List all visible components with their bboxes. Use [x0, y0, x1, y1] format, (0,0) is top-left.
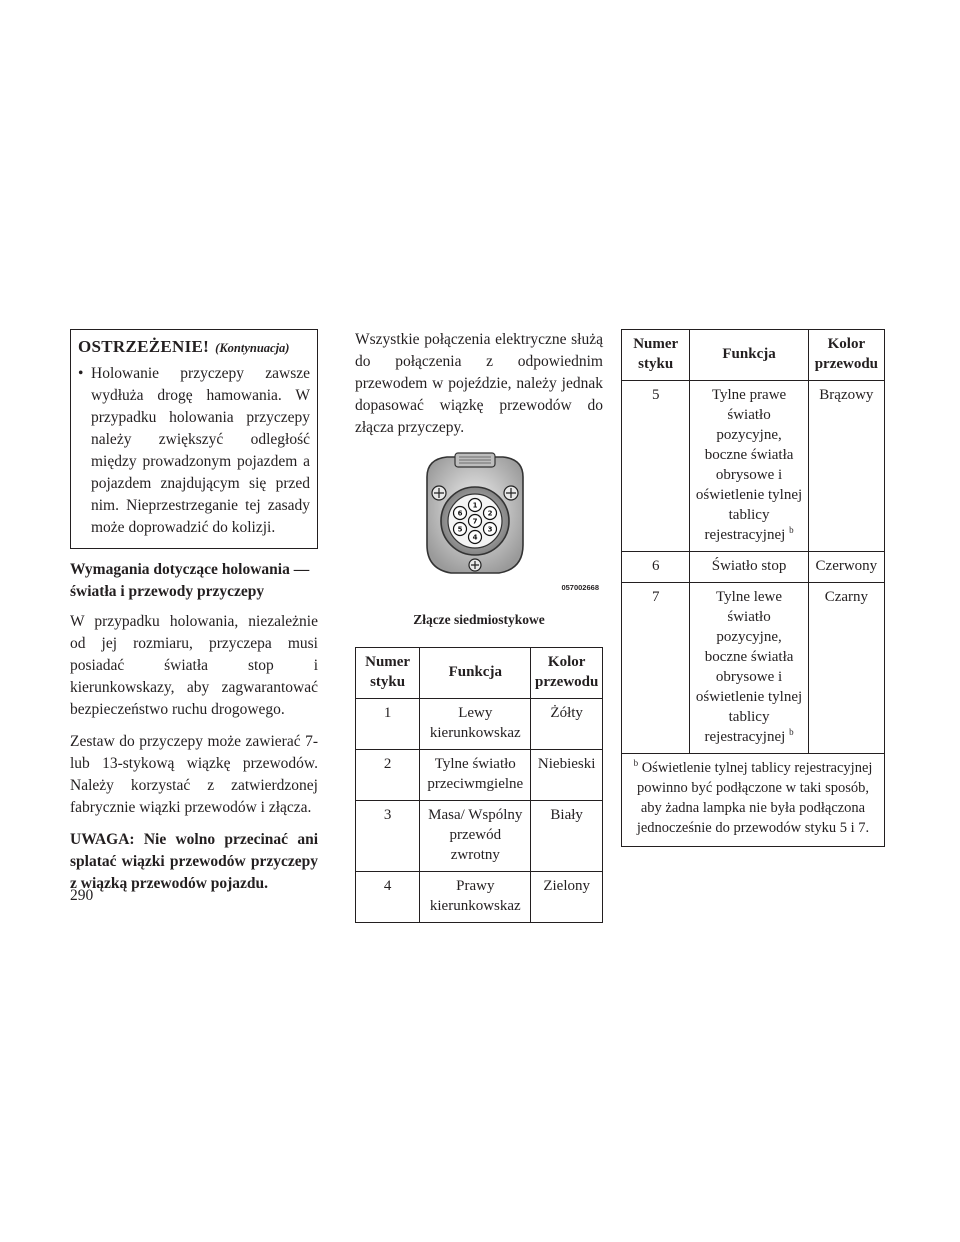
bullet-icon: • — [78, 365, 84, 382]
middle-column — [355, 329, 603, 923]
cell-function — [690, 381, 808, 552]
cell-color: Żółty — [531, 699, 603, 750]
footnote-text: Oświetlenie tylnej tablicy rejestracyjnej powinno być podłączone w taki sposób, aby żadna lampka nie była podłączona jednocześnie do przewodów styku 5 i 7. — [636, 760, 873, 836]
table-row — [622, 583, 885, 754]
table-row — [622, 552, 885, 583]
footnote-ref: b — [789, 727, 794, 737]
cell-pin: 1 — [356, 699, 420, 750]
header-color: Kolor przewodu — [808, 330, 884, 381]
figure-code: 057002668 — [561, 583, 599, 592]
connector-figure — [355, 449, 603, 599]
paragraph-harness: Zestaw do przyczepy może zawierać 7- lub 13-stykową wiązkę przewodów. Należy korzystać z zatwierdzonej fabrycznie wiązki przewodów i złącza. — [70, 733, 318, 816]
pin-5-label: 5 — [457, 525, 463, 534]
pin-7-label: 7 — [472, 517, 478, 526]
figure-caption: Złącze siedmiostykowe — [413, 612, 545, 627]
table-row — [356, 750, 603, 801]
pin-4-label: 4 — [472, 533, 478, 542]
table-header-row — [622, 330, 885, 381]
left-column — [70, 329, 318, 905]
footnote-ref: b — [789, 525, 794, 535]
table-header-row — [356, 648, 603, 699]
page-number: 290 — [70, 887, 94, 904]
cell-pin: 3 — [356, 801, 420, 872]
section-heading: Wymagania dotyczące holowania — światła i przewody przyczepy — [70, 561, 310, 600]
paragraph-connections: Wszystkie połączenia elektryczne służą do połączenia z odpowiednim przewodem w pojeździe, należy jednak dopasować wiązkę przewodów do złącza przyczepy. — [355, 331, 603, 436]
note-warning: UWAGA: Nie wolno przecinać ani splatać wiązki przewodów przyczepy z wiązką przewodów pojazdu. — [70, 831, 318, 892]
table-footnote — [622, 754, 885, 847]
cell-function: Światło stop — [690, 552, 808, 583]
table-row — [356, 699, 603, 750]
warning-text: Holowanie przyczepy zawsze wydłuża drogę hamowania. W przypadku holowania przyczepy należy zwiększyć odległość między prowadzonym pojazdem a pojazdem znajdującym się przed nim. Nieprzestrzeganie tej zasady może doprowadzić do kolizji. — [91, 365, 310, 536]
cell-pin: 7 — [622, 583, 690, 754]
cell-pin: 4 — [356, 872, 420, 923]
header-pin: Numer styku — [622, 330, 690, 381]
header-function: Funkcja — [420, 648, 531, 699]
cell-function: Tylne światło przeciwmgielne — [420, 750, 531, 801]
cell-color: Niebieski — [531, 750, 603, 801]
cell-pin: 2 — [356, 750, 420, 801]
pin-1-label: 1 — [472, 501, 478, 510]
warning-header — [78, 336, 310, 359]
warning-item — [78, 363, 310, 539]
table-row — [356, 801, 603, 872]
cell-color: Zielony — [531, 872, 603, 923]
warning-continued: (Kontynuacja) — [215, 341, 290, 355]
footnote-mark: b — [633, 758, 639, 769]
warning-box — [70, 329, 318, 549]
pin-6-label: 6 — [457, 509, 463, 518]
header-color: Kolor przewodu — [531, 648, 603, 699]
cell-pin: 6 — [622, 552, 690, 583]
cell-pin: 5 — [622, 381, 690, 552]
header-pin: Numer styku — [356, 648, 420, 699]
table-row — [622, 381, 885, 552]
pin-table-part2 — [621, 329, 885, 847]
pin-2-label: 2 — [487, 509, 493, 518]
cell-function — [690, 583, 808, 754]
table-row — [356, 872, 603, 923]
cell-color: Brązowy — [808, 381, 884, 552]
pin-table-part1 — [355, 647, 603, 923]
warning-title: OSTRZEŻENIE! — [78, 337, 210, 356]
pin-3-label: 3 — [487, 525, 493, 534]
function-text: Tylne prawe światło pozycyjne, boczne światła obrysowe i oświetlenie tylnej tablicy rejestracyjnej — [695, 387, 803, 543]
right-column — [621, 329, 885, 847]
cell-color: Czarny — [808, 583, 884, 754]
function-text: Tylne lewe światło pozycyjne, boczne światła obrysowe i oświetlenie tylnej tablicy rejestracyjnej — [695, 589, 803, 745]
cell-function: Masa/ Wspólny przewód zwrotny — [420, 801, 531, 872]
cell-function: Lewy kierunkowskaz — [420, 699, 531, 750]
cell-color: Czerwony — [808, 552, 884, 583]
table-footnote-row — [622, 754, 885, 847]
header-function: Funkcja — [690, 330, 808, 381]
seven-pin-connector-icon — [415, 449, 535, 581]
cell-color: Biały — [531, 801, 603, 872]
cell-function: Prawy kierunkowskaz — [420, 872, 531, 923]
paragraph-lights: W przypadku holowania, niezależnie od jej rozmiaru, przyczepa musi posiadać światła stop i kierunkowskazy, aby zagwarantować bezpieczeństwo ruchu drogowego. — [70, 613, 318, 718]
